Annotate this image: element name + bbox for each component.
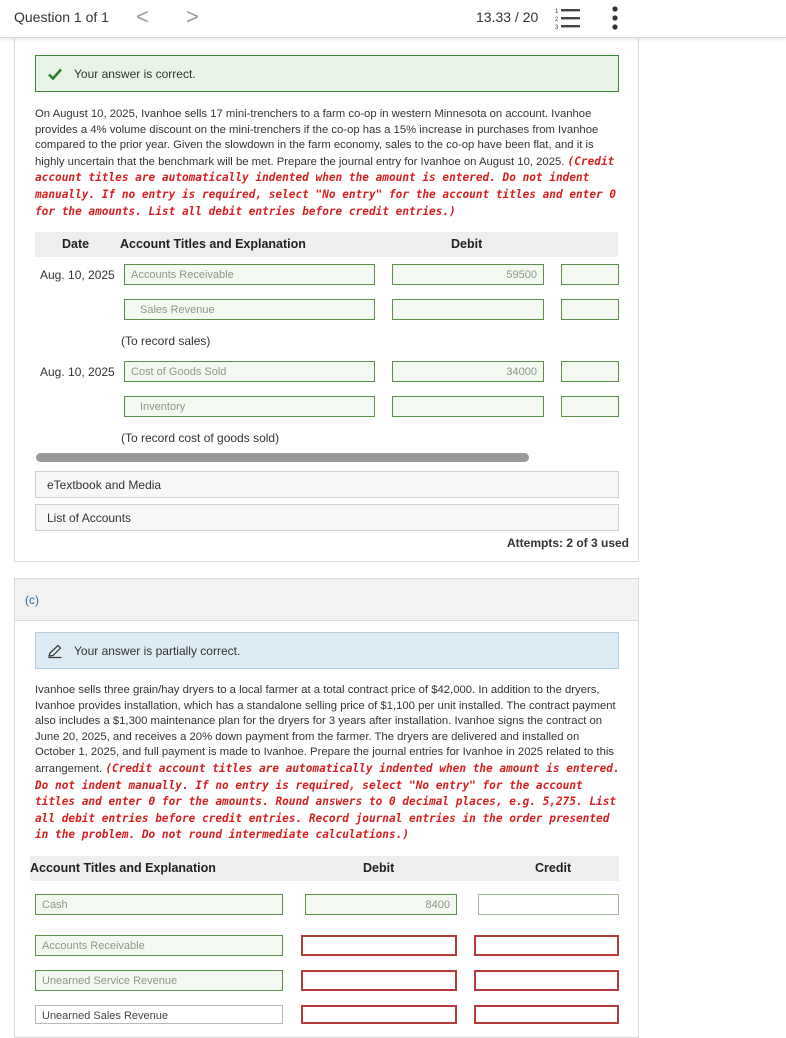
list-of-accounts-button[interactable]: List of Accounts: [35, 504, 619, 531]
problem-statement: [35, 683, 620, 844]
problem-text: On August 10, 2025, Ivanhoe sells 17 mini-trenchers to a farm co-op in western Minnesota on account. Ivanhoe provides a 4% volume discount on the mini-trenchers if the co-op has a 15% increase in purchases from Ivanhoe compared to the prior year. Given the slowdown in the farm economy, sales to the co-op have been flat, and it is highly uncertain that the benchmark will be met. Prepare the journal entry for Ivanhoe on August 10, 2025.: [35, 108, 599, 168]
entry-note: (To record cost of goods sold): [121, 431, 280, 445]
problem-instructions: (Credit account titles are automatically indented when the amount is entered. Do not indent manually. If no entry is required, select "No entry" for the account titles and enter 0 for the amounts. Round answers to 0 decimal places, e.g. 5,275. List all debit entries before credit entries. Record journal entries in the order presented in the problem. Do not round intermediate calculations.): [35, 761, 620, 842]
account-field[interactable]: Unearned Sales Revenue: [35, 1005, 283, 1024]
debit-column-header: Debit: [363, 861, 395, 875]
credit-field[interactable]: [474, 935, 619, 956]
account-field[interactable]: Accounts Receivable: [124, 264, 375, 285]
check-icon: [47, 66, 63, 82]
debit-field[interactable]: 34000: [392, 361, 544, 382]
part-label: (c): [25, 593, 39, 607]
account-column-header: Account Titles and Explanation: [30, 861, 216, 875]
more-options-icon[interactable]: [610, 5, 620, 31]
credit-field[interactable]: [478, 894, 619, 915]
problem-statement: [35, 107, 618, 220]
entry-date: Aug. 10, 2025: [40, 268, 115, 282]
banner-text: Your answer is partially correct.: [74, 643, 241, 658]
account-field[interactable]: Sales Revenue: [124, 299, 375, 320]
banner-text: Your answer is correct.: [74, 66, 196, 81]
debit-field[interactable]: [301, 935, 457, 956]
credit-column-header: Credit: [535, 861, 572, 875]
credit-field[interactable]: [561, 361, 619, 382]
part-c-header: [14, 578, 639, 621]
problem-text: Ivanhoe sells three grain/hay dryers to a local farmer at a total contract price of $42,000. In addition to the dryers, Ivanhoe provides installation, which has a standalone selling price of $1,100 per unit installed. The contract payment also includes a $1,300 maintenance plan for the dryers for 3 years after installation. Ivanhoe signs the contract on June 20, 2025, and receives a 20% down payment from the farmer. The dryers are delivered and installed on October 1, 2025, and full payment is made to Ivanhoe. Prepare the journal entries for Ivanhoe in 2025 related to this arrangement.: [35, 684, 616, 775]
svg-text:1: 1: [555, 9, 559, 15]
debit-field[interactable]: 59500: [392, 264, 544, 285]
entry-note: (To record sales): [121, 334, 211, 348]
account-field[interactable]: Accounts Receivable: [35, 935, 283, 956]
debit-field[interactable]: [301, 970, 457, 991]
credit-field[interactable]: [561, 264, 619, 285]
etextbook-button[interactable]: eTextbook and Media: [35, 471, 619, 498]
credit-field[interactable]: [561, 299, 619, 320]
previous-question-button[interactable]: <: [136, 4, 149, 29]
entry-date: Aug. 10, 2025: [40, 365, 115, 379]
debit-column-header: Debit: [451, 237, 483, 251]
account-field[interactable]: Cash: [35, 894, 283, 915]
partial-answer-banner: [35, 632, 619, 669]
account-field[interactable]: Inventory: [124, 396, 375, 417]
question-list-icon[interactable]: [554, 6, 582, 30]
correct-answer-banner: [35, 55, 619, 92]
journal-table-header: [35, 232, 618, 257]
svg-text:2: 2: [555, 17, 559, 23]
account-field[interactable]: Cost of Goods Sold: [124, 361, 375, 382]
debit-field[interactable]: 8400: [305, 894, 457, 915]
account-column-header: Account Titles and Explanation: [120, 237, 306, 251]
account-field[interactable]: Unearned Service Revenue: [35, 970, 283, 991]
journal-table-header: [30, 856, 619, 881]
debit-field[interactable]: [392, 299, 544, 320]
problem-instructions: (Credit account titles are automatically indented when the amount is entered. Do not indent manually. If no entry is required, select "No entry" for the account titles and enter 0 for the amounts. List all debit entries before credit entries.): [35, 154, 617, 218]
debit-field[interactable]: [301, 1005, 457, 1024]
question-counter: Question 1 of 1: [14, 9, 109, 25]
horizontal-scrollbar[interactable]: [36, 453, 529, 462]
credit-field[interactable]: [474, 970, 619, 991]
next-question-button[interactable]: >: [186, 4, 199, 29]
credit-field[interactable]: [474, 1005, 619, 1024]
debit-field[interactable]: [392, 396, 544, 417]
score-display: 13.33 / 20: [476, 9, 539, 25]
top-bar: [0, 0, 786, 38]
attempts-counter: Attempts: 2 of 3 used: [507, 536, 630, 550]
pencil-icon: [47, 643, 63, 659]
date-column-header: Date: [62, 237, 90, 251]
svg-text:3: 3: [555, 25, 559, 30]
credit-field[interactable]: [561, 396, 619, 417]
